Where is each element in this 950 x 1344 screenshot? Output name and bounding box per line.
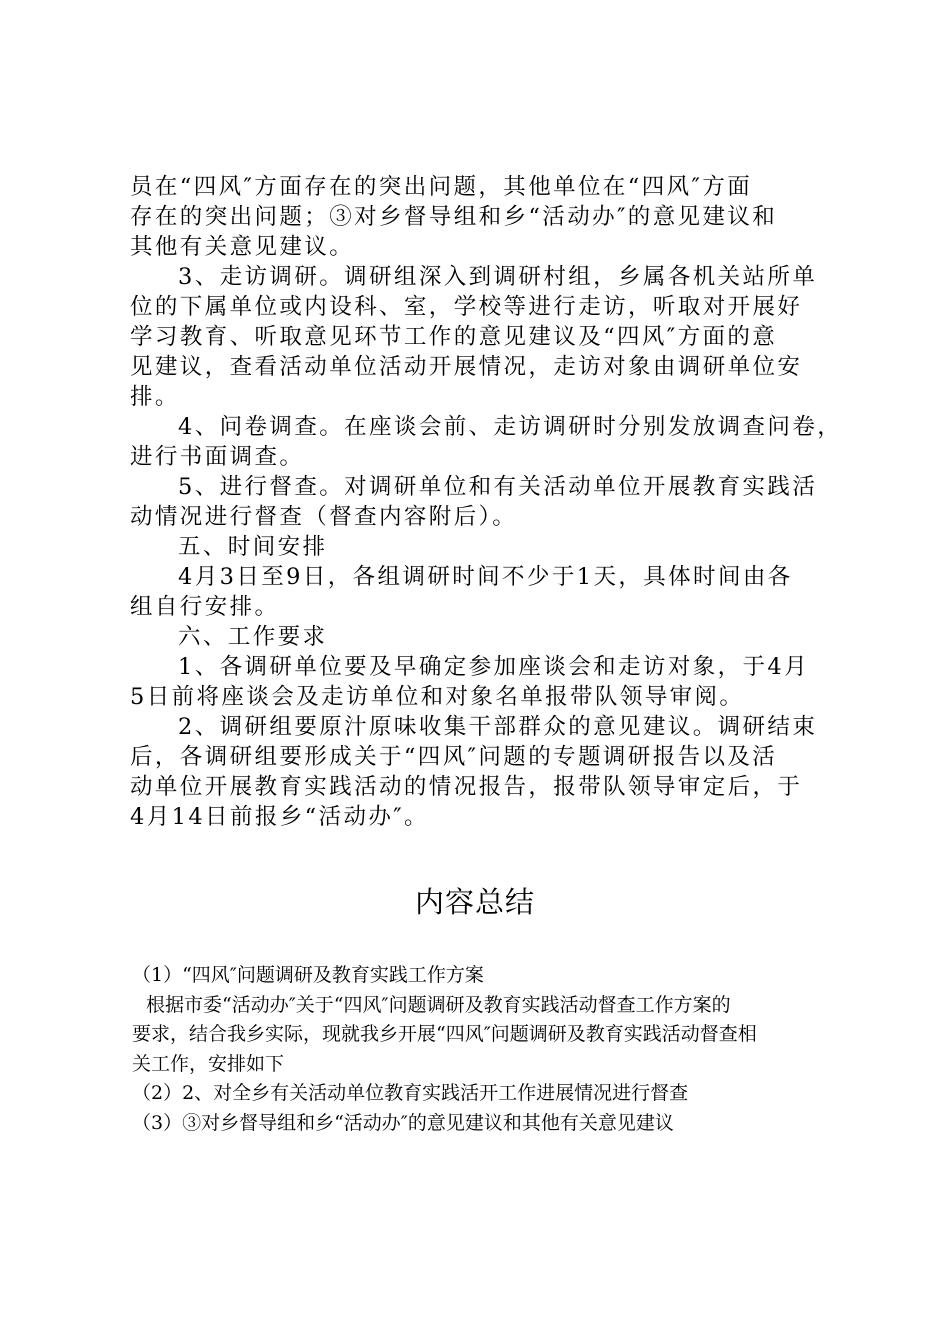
body-line: 员在“四风″方面存在的突出问题，其他单位在“四风″方面 xyxy=(130,174,753,200)
paragraph-start-line: 5、进行督查。对调研单位和有关活动单位开展教育实践活 xyxy=(178,474,818,500)
body-line: 4月14日前报乡“活动办″。 xyxy=(130,804,429,830)
body-line: 见建议，查看活动单位活动开展情况，走访对象由调研单位安 xyxy=(130,354,803,380)
summary-item: （1）“四风″问题调研及教育实践工作方案 xyxy=(132,964,484,986)
body-line: 位的下属单位或内设科、室，学校等进行走访，听取对开展好 xyxy=(130,294,803,320)
body-line: 进行书面调查。 xyxy=(130,444,305,470)
body-line: 后，各调研组要形成关于“四风″问题的专题调研报告以及活 xyxy=(130,744,778,770)
body-line: 动单位开展教育实践活动的情况报告，报带队领导审定后，于 xyxy=(130,774,803,800)
summary-item: （2）2、对全乡有关活动单位教育实践活开工作进展情况进行督查 xyxy=(132,1082,689,1104)
paragraph-start-line: 4月3日至9日，各组调研时间不少于1天，具体时间由各 xyxy=(178,564,793,590)
body-line: 5日前将座谈会及走访单位和对象名单报带队领导审阅。 xyxy=(130,684,745,710)
summary-line: 关工作，安排如下 xyxy=(132,1052,285,1075)
document-body xyxy=(130,172,850,832)
body-line: 学习教育、听取意见环节工作的意见建议及“四风″方面的意 xyxy=(130,324,778,350)
section-heading: 五、时间安排 xyxy=(178,534,328,560)
summary-line: 要求，结合我乡实际，现就我乡开展“四风″问题调研及教育实践活动督查相 xyxy=(132,1023,757,1045)
paragraph-start-line: 2、调研组要原汁原味收集干部群众的意见建议。调研结束 xyxy=(178,714,818,740)
body-line: 排。 xyxy=(130,384,180,410)
paragraph-start-line: 3、走访调研。调研组深入到调研村组，乡属各机关站所单 xyxy=(178,264,818,290)
summary-title: 内容总结 xyxy=(414,885,535,919)
summary-item: （3）③对乡督导组和乡“活动办″的意见建议和其他有关意见建议 xyxy=(132,1111,674,1134)
body-line: 其他有关意见建议。 xyxy=(130,234,355,260)
summary-section xyxy=(132,961,852,1138)
section-heading: 六、工作要求 xyxy=(178,624,328,650)
summary-line: 根据市委“活动办″关于“四风″问题调研及教育实践活动督查工作方案的 xyxy=(146,993,731,1016)
body-line: 动情况进行督查（督查内容附后）。 xyxy=(130,504,518,530)
paragraph-start-line: 4、问卷调查。在座谈会前、走访调研时分别发放调查问卷， xyxy=(178,414,843,440)
paragraph-start-line: 1、各调研单位要及早确定参加座谈会和走访对象，于4月 xyxy=(178,654,810,680)
body-line: 存在的突出问题；③对乡督导组和乡“活动办″的意见建议和 xyxy=(130,204,778,230)
body-line: 组自行安排。 xyxy=(130,594,280,620)
